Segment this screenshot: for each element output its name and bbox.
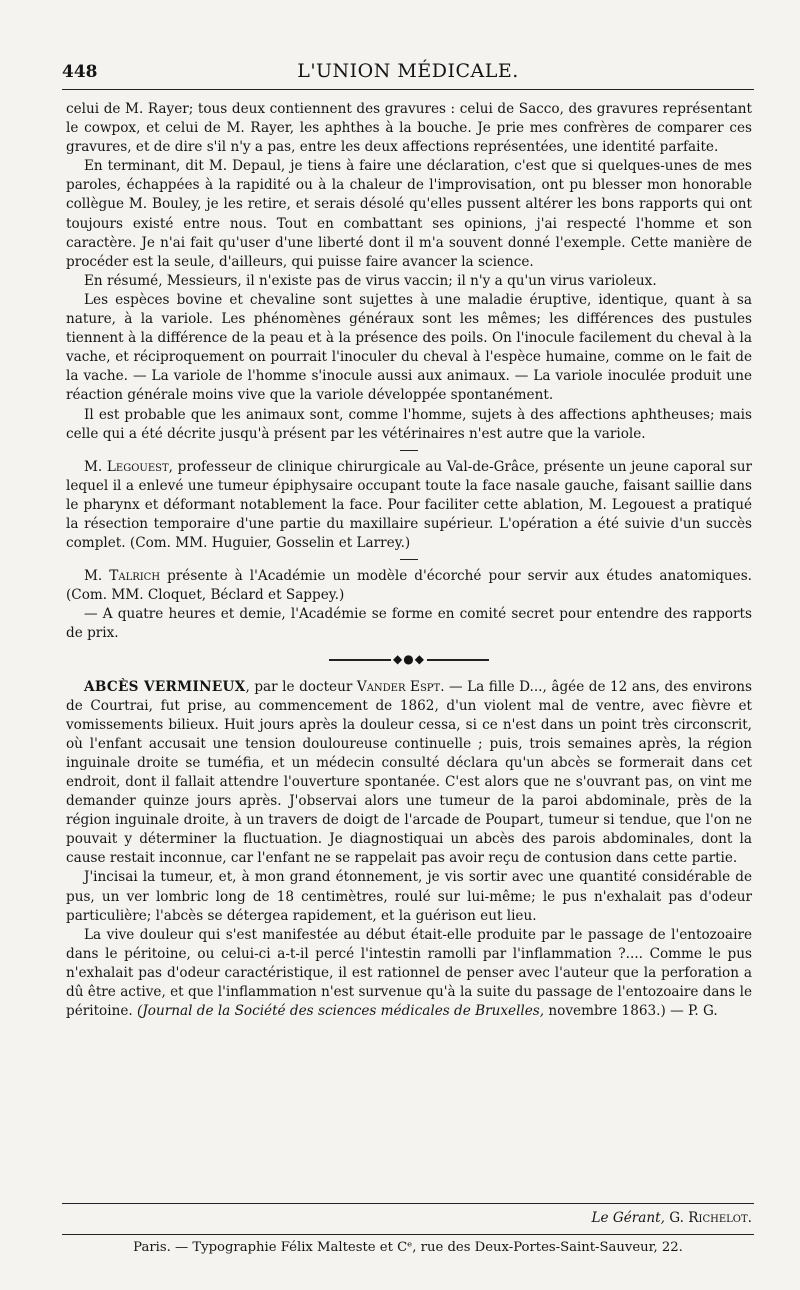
section-dash: [400, 450, 418, 451]
paragraph-species: Les espèces bovine et chevaline sont sujettes à une maladie éruptive, identique, quant à sa nature, à la variole. Les phénomènes généraux sont les mêmes; les différences des pustules tiennent à la différence de la peau et à la présence des poils. On l'inocule facilement du cheval à la vache, et réciproquement on pourrait l'inoculer du cheval à l'espèce humaine, comme on le fait de la vache. — La variole de l'homme s'inocule aussi aux animaux. — La variole inoculée produit une réaction générale moins vive que la variole développée spontanément.: [66, 291, 752, 404]
paragraph-talrich-text: présente à l'Académie un modèle d'écorché pour servir aux études anatomiques. (Com. MM. Cloquet, Béclard et Sappey.): [66, 568, 752, 604]
paragraph-talrich: [66, 567, 752, 605]
paragraph-legouest: [66, 458, 752, 553]
paragraph-continuation: celui de M. Rayer; tous deux contiennent des gravures : celui de Sacco, des gravures représentant le cowpox, et celui de M. Rayer, les aphthes à la bouche. Je prie mes confrères de comparer ces gravures, et de dire s'il n'y a pas, entre les deux affections représentées, une identité parfaite.: [66, 101, 752, 156]
presenter-name: M. Legouest: [84, 458, 169, 475]
paragraph-abces: ABCÈS VERMINEUX, par le docteur Vander Espt. — La fille D..., âgée de 12 ans, des environs de Courtrai, fut prise, au commencement de 1862, d'un violent mal de ventre, avec fièvre et vomissements bilieux. Huit jours après la douleur cessa, si ce n'est dans un point très circonscrit, où l'enfant accusait une tension douloureuse continuelle ; puis, trois semaines après, la région inguinale droite se tuméfia, et un médecin consulté déclara qu'un abcès se formerait dans cet endroit, dont il fallait attendre l'ouverture spontanée. C'est alors que ne s'ouvrant pas, on vint me demander quinze jours après. J'observai alors une tumeur de la paroi abdominale, près de la région inguinale droite, à un travers de doigt de l'arcade de Poupart, tumeur si tendue, que l'on ne pouvait y déterminer la fluctuation. Je diagnostiquai un abcès des parois abdominales, dont la cause restait inconnue, car l'enfant ne se rappelait pas avoir reçu de contusion dans cette partie.: [66, 678, 752, 867]
paragraph-abces-text: . — La fille D..., âgée de 12 ans, des environs de Courtrai, fut prise, au commencement de 1862, d'un violent mal de ventre, avec fièvre et vomissements bilieux. Huit jours après la douleur cessa, si ce n'est dans un point très circonscrit, où l'enfant accusait une tension douloureuse continuelle ; puis, trois semaines après, la région inguinale droite se tuméfia, et un médecin consulté déclara qu'un abcès se formerait dans cet endroit, dont il fallait attendre l'ouverture spontanée. C'est alors que ne s'ouvrant pas, on vint me demander quinze jours après. J'observai alors une tumeur de la paroi abdominale, près de la région inguinale droite, à un travers de doigt de l'arcade de Poupart, tumeur si tendue, que l'on ne pouvait y déterminer la fluctuation. Je diagnostiquai un abcès des parois abdominales, dont la cause restait inconnue, car l'enfant ne se rappelait pas avoir reçu de contusion dans cette partie.: [66, 678, 752, 867]
section-dash: [400, 559, 418, 560]
journal-citation: (Journal de la Société des sciences médicales de Bruxelles,: [137, 1003, 545, 1020]
author-name: Vander Espt: [356, 678, 441, 695]
page-number: 448: [62, 62, 98, 82]
paragraph-declaration: En terminant, dit M. Depaul, je tiens à faire une déclaration, c'est que si quelques-unes de mes paroles, échappées à la rapidité ou à la chaleur de l'improvisation, ont pu blesser mon honorable collègue M. Bouley, je les retire, et serais désolé qu'elles pussent altérer les bons rapports qui ont toujours existé entre nous. Tout en combattant ses opinions, j'ai respecté l'homme et son caractère. Je n'ai fait qu'user d'une liberté dont il m'a souvent donné l'exemple. Cette manière de procéder est la seule, d'ailleurs, qui puisse faire avancer la science.: [66, 158, 752, 270]
gerant-label: Le Gérant,: [591, 1210, 665, 1226]
running-title: L'UNION MÉDICALE.: [297, 60, 519, 82]
presenter-name: M. Talrich: [84, 568, 161, 585]
header-rule: [62, 89, 754, 90]
paragraph-legouest-text: , professeur de clinique chirurgicale au Val-de-Grâce, présente un jeune caporal sur lequel il a enlevé une tumeur épiphysaire occupant toute la face nasale gauche, faisant saillie dans le pharynx et déformant notablement la face. Pour faciliter cette ablation, M. Legouest a pratiqué la résection temporaire d'une partie du maxillaire supérieur. L'opération a été suivie d'un succès complet. (Com. MM. Huguier, Gosselin et Larrey.): [66, 458, 752, 552]
footer-rule-2: [62, 1234, 754, 1235]
article-heading: ABCÈS VERMINEUX: [84, 678, 246, 695]
paragraph-closing: — A quatre heures et demie, l'Académie se forme en comité secret pour entendre des rapports de prix.: [66, 606, 752, 642]
footer-rule: [62, 1203, 754, 1204]
paragraph-discussion: La vive douleur qui s'est manifestée au début était-elle produite par le passage de l'entozoaire dans le péritoine, ou celui-ci a-t-il percé l'intestin ramolli par l'inflammation ?.... Comme le pus n'exhalait pas d'odeur caractéristique, il est rationnel de penser avec l'auteur que la perforation a dû être active, et que l'inflammation n'est survenue qu'à la suite du passage de l'entozoaire dans le péritoine. (Journal de la Société des sciences médicales de Bruxelles, novembre 1863.) — P. G.: [66, 926, 752, 1020]
gerant-signature: [592, 1210, 753, 1226]
paragraph-summary: En résumé, Messieurs, il n'existe pas de virus vaccin; il n'y a qu'un virus varioleux.: [84, 272, 657, 289]
paragraph-incision: J'incisai la tumeur, et, à mon grand étonnement, je vis sortir avec une quantité considérable de pus, un ver lombric long de 18 centimètres, roulé sur lui-même; le pus n'exhalait pas d'odeur particulière; l'abcès se détergea rapidement, et la guérison eut lieu.: [66, 869, 752, 924]
paragraph-conclusion: Il est probable que les animaux sont, comme l'homme, sujets à des affections aphtheuses; mais celle qui a été décrite jusqu'à présent par les vétérinaires n'est autre que la variole.: [66, 406, 752, 442]
page-header: [62, 58, 754, 88]
ornament-divider: ◆●◆: [329, 654, 489, 666]
article-body: [66, 100, 752, 1021]
gerant-name: G. Richelot.: [669, 1210, 752, 1226]
printer-imprint: Paris. — Typographie Félix Malteste et Cᵉ, rue des Deux-Portes-Saint-Sauveur, 22.: [133, 1240, 683, 1255]
